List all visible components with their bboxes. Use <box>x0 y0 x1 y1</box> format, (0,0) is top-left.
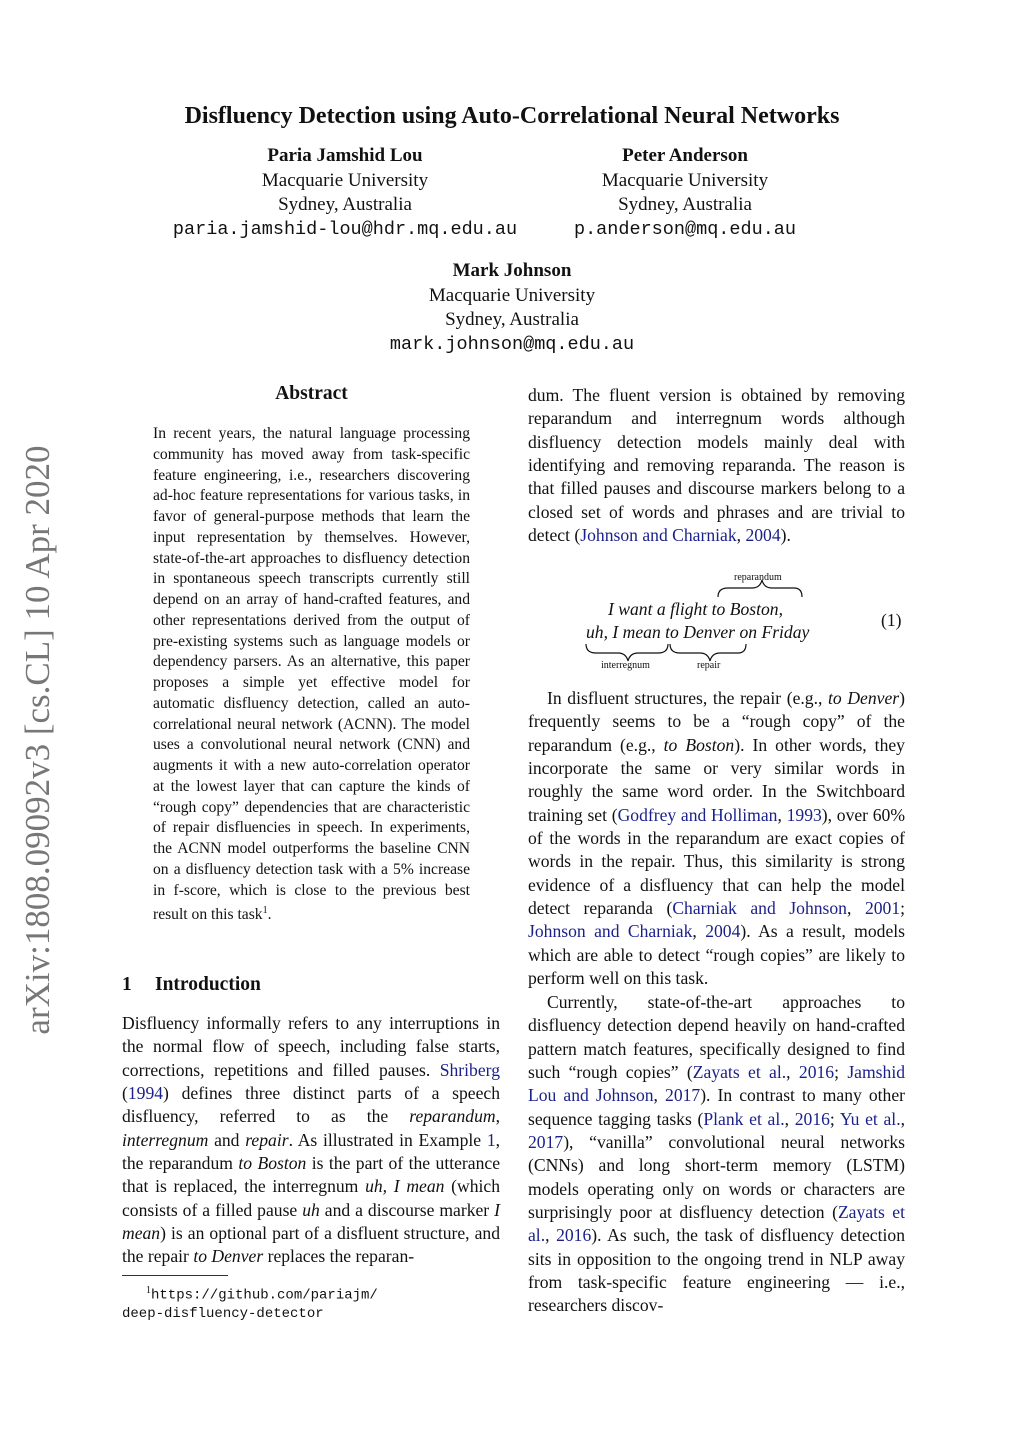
arxiv-identifier: arXiv:1808.09092v3 [cs.CL] 10 Apr 2020 <box>18 445 57 1035</box>
author-name: Paria Jamshid Lou <box>267 145 423 166</box>
intro-paragraph: Disfluency informally refers to any interruptions in the normal flow of speech, including false starts, corrections, repetitions and filled pauses. Shriberg (1994) defines three distinct parts of a speech disfluency, referred to as the reparandum, interregnum and repair. As illustrated in Example 1, the reparandum to Boston is the part of the utterance that is replaced, the interregnum uh, I mean (which consists of a filled pause uh and a discourse marker I mean) is an optional part of a disfluent structure, and the repair to Denver replaces the reparan- <box>122 1013 501 1267</box>
abstract-text: In recent years, the natural language processing community has moved away from task-specific feature engineering, i.e., researchers discovering ad-hoc feature representations for various tasks, in favor of general-purpose methods that learn the input representation by themselves. However, state-of-the-art approaches to disfluency detection in spontaneous speech transcripts currently still depend on an array of hand-crafted features, and other representations derived from the output of pre-existing systems such as language models or dependency parsers. As an alternative, this paper proposes a simple yet effective model for automatic disfluency detection, called an auto-correlational neural network (ACNN). The model uses a convolutional neural network (CNN) and augments it with a new auto-correlation operator at the lowest layer that can capture the kinds of “rough copy” dependencies that are characteristic of repair disfluencies in speech. In experiments, the ACNN model outperforms the baseline CNN on a disfluency detection task with a 5% increase in f-score, which is close to the previous best result on this task <box>153 425 470 924</box>
citation-year-link[interactable]: 2016 <box>794 1108 830 1129</box>
disfluency-example <box>540 570 910 675</box>
interregnum-brace <box>586 644 668 661</box>
label-reparandum: reparandum <box>734 572 782 583</box>
example-line-2: uh, I mean to Denver on Friday <box>586 622 810 642</box>
paper-title: Disfluency Detection using Auto-Correlational Neural Networks <box>184 103 840 129</box>
example-number: (1) <box>881 610 902 630</box>
section-number: 1 <box>122 974 132 995</box>
footnote-rule <box>122 1275 228 1276</box>
author-location: Sydney, Australia <box>445 309 579 330</box>
citation-link[interactable]: Godfrey and Holliman <box>617 804 778 825</box>
citation-year-link[interactable]: 2004 <box>745 525 781 546</box>
section-title: Introduction <box>155 974 261 995</box>
footnote-url-line1[interactable]: https://github.com/pariajm/ <box>151 1287 378 1304</box>
author-block-3 <box>312 259 712 357</box>
abstract-body <box>153 424 470 926</box>
author-affiliation: Macquarie University <box>261 169 429 191</box>
col2-paragraph-2: In disfluent structures, the repair (e.g., to Denver) frequently seems to be a “rough copy” of the reparandum (e.g., to Boston). In other words, they incorporate the same or very similar words in roughly the same word order. In the Switchboard training set (Godfrey and Holliman, 1993), over 60% of the words in the reparandum are exact copies of words in the repair. Thus, this similarity is strong evidence of a disfluency that can help the model detect reparanda (Charniak and Johnson, 2001; Johnson and Charniak, 2004). As a result, models which are able to detect “rough copies” are likely to perform well on this task. <box>528 688 906 989</box>
citation-link[interactable]: Johnson and Charniak <box>528 921 693 942</box>
citation-link[interactable]: Jamshid Lou and Johnson <box>528 1062 905 1106</box>
citation-link[interactable]: Shriberg <box>439 1059 500 1080</box>
abstract-heading: Abstract <box>275 383 348 404</box>
reparandum-brace <box>718 580 802 597</box>
author-email[interactable]: mark.johnson@mq.edu.au <box>389 333 635 355</box>
citation-link[interactable]: Plank et al. <box>703 1108 785 1129</box>
citation-year-link[interactable]: 1994 <box>127 1083 164 1104</box>
author-affiliation: Macquarie University <box>601 169 769 191</box>
citation-year-link[interactable]: 2016 <box>556 1225 592 1246</box>
citation-year-link[interactable]: 2004 <box>705 921 741 942</box>
example-line-1: I want a flight to Boston, <box>608 599 783 619</box>
citation-year-link[interactable]: 2001 <box>864 898 901 919</box>
col2-paragraph-1: dum. The fluent version is obtained by removing reparandum and interregnum words although disfluency detection models mainly deal with identifying and removing reparanda. The reason is that filled pauses and discourse markers belong to a closed set of words and phrases and are trivial to detect (Johnson and Charniak, 2004). <box>528 385 905 546</box>
footnote-number: 1 <box>146 1285 151 1296</box>
citation-year-link[interactable]: 2017 <box>665 1085 701 1106</box>
section-heading <box>122 974 261 996</box>
col2-paragraph-3: Currently, state-of-the-art approaches to disfluency detection depend heavily on hand-crafted pattern match features, specifically designed to find such “rough copies” (Zayats et al., 2016; Jamshid Lou and Johnson, 2017). In contrast to many other sequence tagging tasks (Plank et al., 2016; Yu et al., 2017), “vanilla” convolutional neural networks (CNNs) and long short-term memory (LSTM) models operating only on words or characters are surprisingly poor at disfluency detection (Zayats et al., 2016). As such, the task of disfluency detection sits in opposition to the ongoing trend in NLP away from task-specific feature engineering — i.e., researchers discov- <box>528 992 906 1316</box>
citation-link[interactable]: Charniak and Johnson <box>672 898 847 919</box>
footnote-url-line2[interactable]: deep-disfluency-detector <box>122 1305 324 1322</box>
repair-brace <box>670 644 746 661</box>
abstract-end: . <box>267 906 272 924</box>
citation-link[interactable]: Johnson and Charniak <box>580 525 737 546</box>
author-block-1 <box>145 144 545 242</box>
author-name: Mark Johnson <box>452 260 572 281</box>
footnote-marker[interactable]: 1 <box>262 905 268 917</box>
author-affiliation: Macquarie University <box>428 284 596 306</box>
citation-link[interactable]: Yu et al. <box>839 1108 901 1129</box>
author-email[interactable]: paria.jamshid-lou@hdr.mq.edu.au <box>172 218 518 240</box>
author-location: Sydney, Australia <box>278 194 412 215</box>
citation-year-link[interactable]: 1993 <box>786 804 822 825</box>
label-interregnum: interregnum <box>601 660 650 671</box>
label-repair: repair <box>697 660 721 671</box>
author-block-2 <box>540 144 830 242</box>
citation-year-link[interactable]: 2017 <box>528 1132 564 1153</box>
footnote <box>122 1282 500 1323</box>
citation-year-link[interactable]: 2016 <box>798 1062 835 1083</box>
example-ref-link[interactable]: 1 <box>486 1129 496 1150</box>
citation-link[interactable]: Zayats et al. <box>692 1062 787 1083</box>
author-location: Sydney, Australia <box>618 194 752 215</box>
author-email[interactable]: p.anderson@mq.edu.au <box>573 218 797 240</box>
citation-link[interactable]: Zayats et al. <box>528 1202 905 1246</box>
author-name: Peter Anderson <box>622 145 748 166</box>
